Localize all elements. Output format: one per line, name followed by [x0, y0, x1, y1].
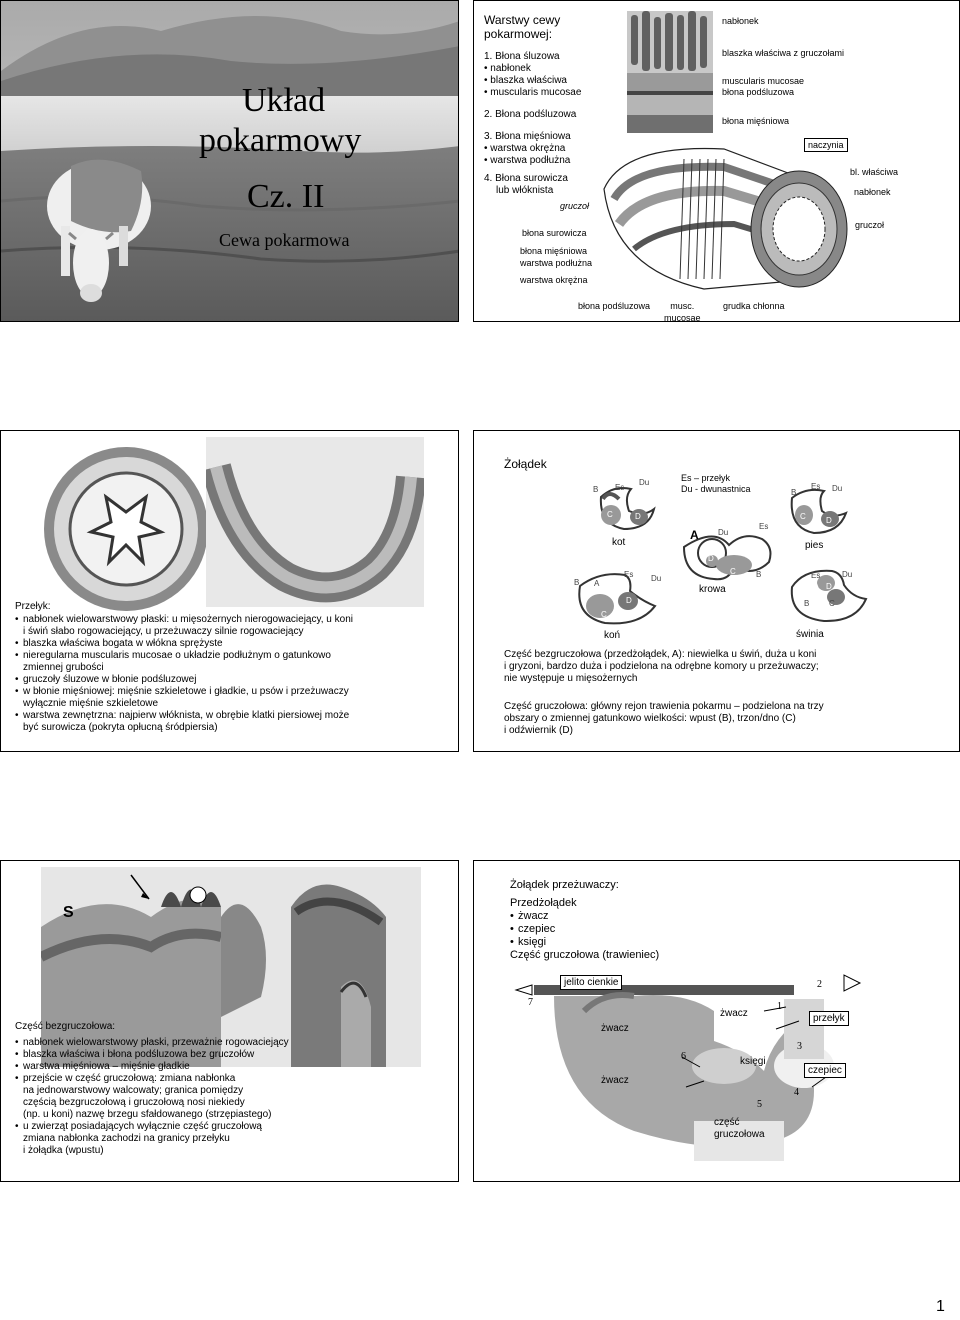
label-okrezna: warstwa okrężna — [520, 275, 588, 285]
layer-4b: lub włóknista — [496, 185, 554, 196]
stomach-paragraph-1: Część bezgruczołowa (przedżołądek, A): niewielka u świń, duża u koni i gryzoni, bardzo duża i podzielona na odrębne komory u przeżuwaczy; nie występuje u mięsożernych — [504, 649, 819, 684]
tube-diagram — [584, 129, 854, 309]
pig-letter-Es: Es — [811, 571, 821, 580]
cow-letter-A: A — [690, 528, 699, 542]
label-zwacz-1: żwacz — [601, 1023, 629, 1034]
cat-letter-B: B — [593, 485, 599, 494]
diagram-number-6: 6 — [681, 1051, 686, 1062]
title-line-3: Cz. II — [247, 178, 325, 215]
dog-letter-Du: Du — [832, 484, 843, 493]
cat-letter-D: D — [635, 512, 641, 521]
dog-label: pies — [805, 540, 824, 551]
pig-label: świnia — [796, 629, 824, 640]
layer-2: 2. Błona podśluzowa — [484, 109, 577, 120]
layer-3b: • warstwa podłużna — [484, 155, 571, 166]
label-miesniowa-podluzna: błona mięśniowa warstwa podłużna — [520, 246, 593, 268]
horse-letter-Du: Du — [651, 574, 662, 583]
stomach-cat — [589, 479, 669, 539]
layer-3a-text: warstwa okrężna — [490, 143, 566, 154]
forestomach-item-3: • księgi — [510, 936, 555, 949]
esophagus-long-section — [206, 437, 424, 607]
diagram-number-2: 2 — [817, 979, 822, 990]
cat-letter-C: C — [607, 510, 613, 519]
forestomach-item-2: • czepiec — [510, 923, 555, 936]
label-gruczol-right: gruczoł — [855, 220, 885, 230]
landscape-photo — [1, 1, 459, 322]
label-muscularis: muscularis mucosae — [722, 76, 805, 86]
label-gruczol-left: gruczoł — [560, 201, 590, 211]
stomach-pig — [784, 567, 874, 627]
label-bl-wlasciwa: bl. właściwa — [850, 167, 899, 177]
layer-3b-text: warstwa podłużna — [490, 155, 571, 166]
label-miesniowa: błona mięśniowa — [722, 116, 790, 126]
pig-letter-D: D — [826, 582, 832, 591]
label-nablonek: nabłonek — [722, 16, 759, 26]
horse-letter-Es: Es — [624, 570, 634, 579]
label-grudka: grudka chłonna — [723, 301, 785, 311]
layer-1b-text: blaszka właściwa — [490, 75, 567, 86]
layer-1a: • nabłonek — [484, 63, 531, 74]
cow-letter-Du: Du — [718, 528, 729, 537]
esophagus-bullet-2: • blaszka właściwa bogata w włókna sprężyste — [15, 638, 353, 650]
label-czepiec: czepiec — [804, 1063, 846, 1078]
layer-3: 3. Błona mięśniowa — [484, 131, 571, 142]
horse-letter-D: D — [626, 596, 632, 605]
title-line-1: Układ — [242, 82, 326, 119]
label-musc-mucosae: musc. mucosae — [664, 301, 701, 322]
slide4-heading: Żołądek — [504, 457, 547, 471]
diagram-number-5: 5 — [757, 1099, 762, 1110]
pig-letter-C: C — [829, 599, 835, 608]
label-zwacz-2: żwacz — [601, 1075, 629, 1086]
layer-list — [484, 51, 581, 197]
slide6-heading: Żołądek przeżuwaczy: — [510, 879, 619, 891]
esophagus-bullet-5: • w błonie mięśniowej: mięśnie szkieletowe i gładkie, u psów i przeżuwaczy wyłącznie mięśnie szkieletowe — [15, 686, 353, 710]
esophagus-bullet-6: • warstwa zewnętrzna: najpierw włóknista, w obrębie klatki piersiowej może być surowicza (pokryta opłucną śródpiersia) — [15, 710, 353, 734]
pig-letter-A: A — [813, 580, 819, 589]
cow-letter-D: D — [708, 554, 714, 563]
cat-letter-Du: Du — [639, 478, 650, 487]
dog-letter-D: D — [826, 516, 832, 525]
label-ksiegi: księgi — [740, 1056, 766, 1067]
diagram-number-3: 3 — [797, 1041, 802, 1052]
horse-letter-B: B — [574, 578, 580, 587]
label-blaszka: blaszka właściwa z gruczołami — [722, 48, 845, 58]
cow-label: krowa — [699, 584, 726, 595]
dog-letter-Es: Es — [811, 482, 821, 491]
layer-1c: • muscularis mucosae — [484, 87, 582, 98]
slide-title — [0, 0, 459, 322]
layer-3a: • warstwa okrężna — [484, 143, 566, 154]
esophagus-bullet-1: • nabłonek wielowarstwowy płaski: u mięsożernych nierogowaciejący, u koni i świń słabo rogowaciejący, u przeżuwaczy silnie rogowaciejący — [15, 614, 353, 638]
esophagus-bullet-3: • nieregularna muscularis mucosae o układzie podłużnym o gatunkowo zmiennej grubości — [15, 650, 353, 674]
subtitle: Cewa pokarmowa — [219, 230, 350, 250]
label-podsluzowa-bottom: błona podśluzowa — [578, 301, 651, 311]
esophagus-cross-section — [31, 437, 231, 617]
slide-non-glandular — [0, 860, 459, 1182]
slide6-sub1: Przedżołądek — [510, 897, 577, 909]
forestomach-list — [510, 910, 555, 949]
diagram-number-7: 7 — [528, 997, 533, 1008]
label-nablonek-2: nabłonek — [854, 187, 891, 197]
micrograph-letter-S: S — [63, 904, 74, 921]
slide3-heading: Przełyk: — [15, 601, 51, 612]
cow-letter-C: C — [730, 567, 736, 576]
pig-letter-Du: Du — [842, 570, 853, 579]
cow-letter-B: B — [756, 570, 762, 579]
label-surowicza: błona surowicza — [522, 228, 587, 238]
horse-letter-A: A — [594, 579, 600, 588]
slide6-sub2: Część gruczołowa (trawieniec) — [510, 949, 660, 961]
diagram-number-1: 1 — [777, 1001, 782, 1012]
slide-ruminant-stomach — [473, 860, 960, 1182]
layer-4: 4. Błona surowicza — [484, 173, 568, 184]
non-glandular-bullets — [15, 1037, 289, 1157]
stomach-legend: Es – przełyk Du - dwunastnica — [681, 473, 751, 494]
page-number: 1 — [936, 1298, 945, 1315]
layer-1b: • blaszka właściwa — [484, 75, 567, 86]
layer-1c-text: muscularis mucosae — [490, 87, 582, 98]
dog-letter-C: C — [800, 512, 806, 521]
slide2-heading: Warstwy cewy pokarmowej: — [484, 13, 561, 41]
forestomach-item-1: • żwacz — [510, 910, 555, 923]
non-glandular-bullet-3: • warstwa mięśniowa – mięśnie gładkie — [15, 1061, 289, 1073]
esophagus-bullets — [15, 614, 353, 734]
layer-1: 1. Błona śluzowa — [484, 51, 560, 62]
horse-label: koń — [604, 630, 621, 641]
slide-wall-layers — [473, 0, 960, 322]
non-glandular-bullet-1: • nabłonek wielowarstwowy płaski, przeważnie rogowaciejący — [15, 1037, 289, 1049]
label-przelyk: przełyk — [809, 1011, 849, 1026]
slide-stomach — [473, 430, 960, 752]
villi-micrograph — [627, 11, 713, 133]
horse-letter-C: C — [601, 610, 607, 619]
non-glandular-bullet-5: • u zwierząt posiadających wyłącznie część gruczołową zmiana nabłonka zachodzi na granicy przełyku i żołądka (wpustu) — [15, 1121, 289, 1157]
pig-letter-B: B — [804, 599, 810, 608]
diagram-number-4: 4 — [794, 1087, 799, 1098]
non-glandular-bullet-4: • przejście w część gruczołową: zmiana nabłonka na jednowarstwowy walcowaty; granica pomiędzy częścią bezgruczołową i gruczołową nosi niekiedy (np. u koni) nazwę brzegu sfałdowanego (strzępiastego) — [15, 1073, 289, 1121]
cat-letter-Es: Es — [615, 483, 625, 492]
label-zwacz-3: żwacz — [720, 1008, 748, 1019]
slide-esophagus — [0, 430, 459, 752]
label-podsluzowa: błona podśluzowa — [722, 87, 795, 97]
cow-letter-Es: Es — [759, 522, 769, 531]
slide5-heading: Część bezgruczołowa: — [15, 1021, 116, 1032]
non-glandular-bullet-2: • blaszka właściwa i błona podśluzowa bez gruczołów — [15, 1049, 289, 1061]
label-czesc-gruczolowa: część gruczołowa — [714, 1117, 765, 1140]
label-naczynia: naczynia — [804, 138, 848, 152]
esophagus-bullet-4: • gruczoły śluzowe w błonie podśluzowej — [15, 674, 353, 686]
cat-label: kot — [612, 537, 626, 548]
title-line-2: pokarmowy — [199, 122, 362, 159]
dog-letter-B: B — [791, 488, 797, 497]
label-jelito-cienkie: jelito cienkie — [560, 975, 622, 990]
layer-1a-text: nabłonek — [490, 63, 531, 74]
stomach-paragraph-2: Część gruczołowa: główny rejon trawienia pokarmu – podzielona na trzy obszary o zmiennej gatunkowo wielkości: wpust (B), trzon/dno (C) i odźwiernik (D) — [504, 701, 824, 736]
